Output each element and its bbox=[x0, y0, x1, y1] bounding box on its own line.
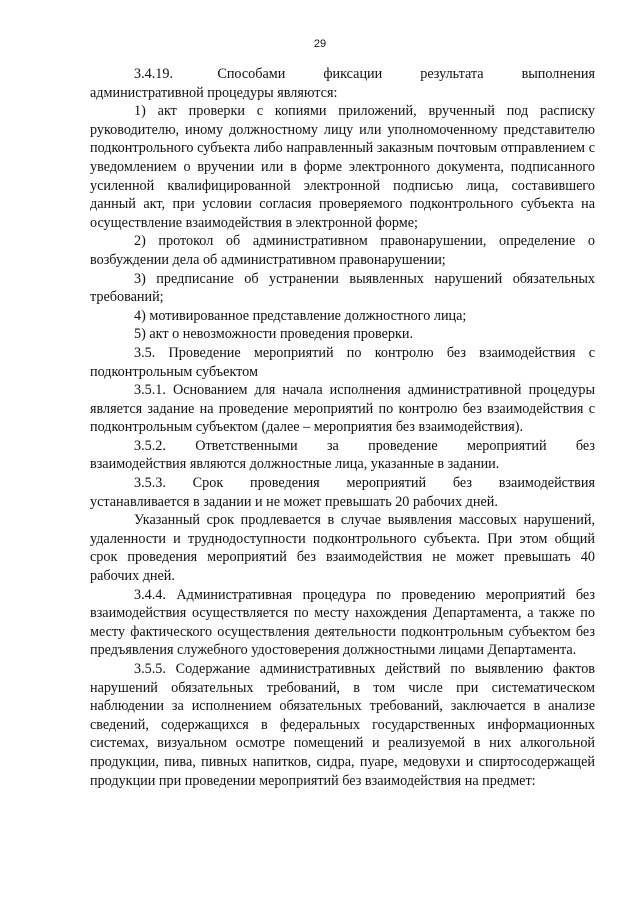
paragraph-3-5-5: 3.5.5. Содержание административных действий по выявлению фактов нарушений обязательных требований, в том числе при систематическом наблюдении за исполнением обязательных требований, заключается в анализе сведений, содержащихся в федеральных государственных информационных системах, визуальном осмотре помещений и реализуемой в них алкогольной продукции, пива, пивных напитков, сидра, пуаре, медовухи и спиртосодержащей продукции при проведении мероприятий без взаимодействия на предмет: bbox=[90, 661, 595, 789]
list-item-1: 1) акт проверки с копиями приложений, врученный под расписку руководителю, иному должностному лицу или уполномоченному представителю подконтрольного субъекта либо направленный заказным почтовым отправлением с уведомлением о вручении или в форме электронного документа, подписанного усиленной квалифицированной электронной подписью лица, составившего данный акт, при условии согласия проверяемого подконтрольного субъекта на осуществление взаимодействия в электронной форме; bbox=[90, 103, 595, 231]
page-number: 29 bbox=[313, 38, 327, 50]
paragraph-3-5-2: 3.5.2. Ответственными за проведение мероприятий без взаимодействия являются должностные лица, указанные в задании. bbox=[90, 437, 595, 473]
paragraph-extension: Указанный срок продлевается в случае выявления массовых нарушений, удаленности и труднодоступности подконтрольного субъекта. При этом общий срок проведения мероприятий без взаимодействия не может превышать 40 рабочих дней. bbox=[90, 512, 595, 585]
paragraph-3-4-4: 3.4.4. Административная процедура по проведению мероприятий без взаимодействия осуществляется по месту нахождения Департамента, а также по месту фактического осуществления деятельности подконтрольным субъектом без предъявления служебного удостоверения должностными лицами Департамента. bbox=[90, 586, 595, 659]
list-item-3: 3) предписание об устранении выявленных нарушений обязательных требований; bbox=[90, 270, 595, 306]
paragraph-3-5-1: 3.5.1. Основанием для начала исполнения административной процедуры является задание на проведение мероприятий по контролю без взаимодействия с подконтрольным субъектом (далее – мероприятия без взаимодействия). bbox=[90, 382, 595, 436]
document-body bbox=[90, 65, 595, 790]
list-item-2: 2) протокол об административном правонарушении, определение о возбуждении дела об административном правонарушении; bbox=[90, 233, 595, 268]
list-item-4: 4) мотивированное представление должностного лица; bbox=[134, 307, 467, 324]
section-heading-3-5: 3.5. Проведение мероприятий по контролю без взаимодействия с подконтрольным субъектом bbox=[90, 344, 595, 380]
paragraph-3-4-19: 3.4.19. Способами фиксации результата выполнения административной процедуры являются: bbox=[90, 66, 595, 101]
paragraph-3-5-3: 3.5.3. Срок проведения мероприятий без взаимодействия устанавливается в задании и не может превышать 20 рабочих дней. bbox=[90, 475, 595, 510]
list-item-5: 5) акт о невозможности проведения проверки. bbox=[134, 326, 414, 343]
